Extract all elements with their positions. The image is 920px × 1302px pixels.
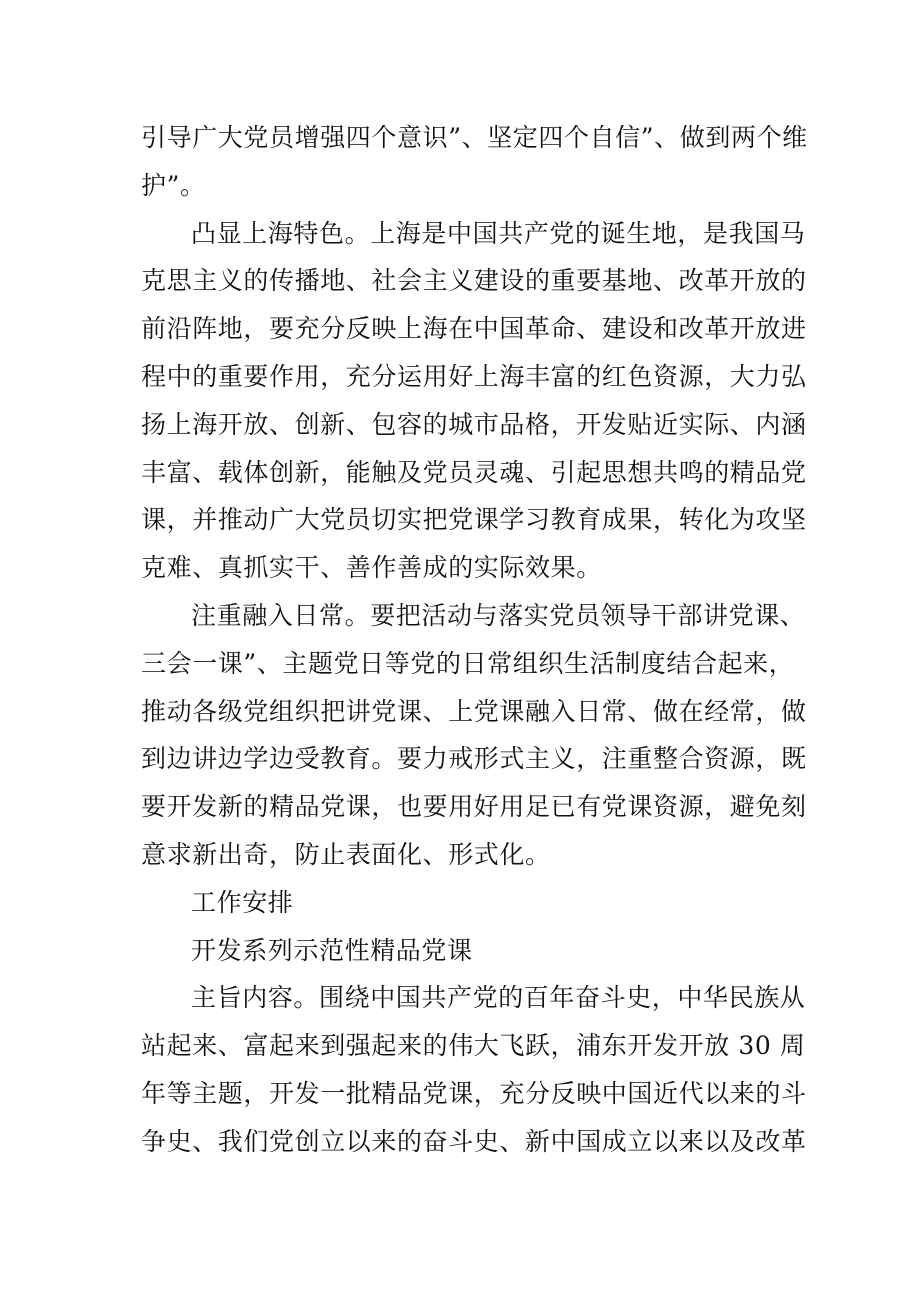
text-line: 克难、真抓实干、善作善成的实际效果。 (141, 553, 602, 583)
text-line: 推动各级党组织把讲党课、上党课融入日常、做在经常，做 (141, 696, 807, 726)
text-line: 意求新出奇，防止表面化、形式化。 (141, 839, 551, 869)
text-line: 丰富、载体创新，能触及党员灵魂、引起思想共鸣的精品党 (141, 457, 807, 487)
text-line: 扬上海开放、创新、包容的城市品格，开发贴近实际、内涵 (141, 409, 807, 439)
text-line: 程中的重要作用，充分运用好上海丰富的红色资源，大力弘 (141, 361, 807, 391)
subsection-heading: 开发系列示范性精品党课 (191, 935, 473, 965)
text-line: 凸显上海特色。上海是中国共产党的诞生地，是我国马 (191, 218, 806, 248)
text-line: 护”。 (141, 170, 206, 200)
text-line: 引导广大党员增强四个意识”、坚定四个自信”、做到两个维 (141, 123, 808, 152)
text-line: 站起来、富起来到强起来的伟大飞跃，浦东开发开放 30 周 (141, 1031, 806, 1061)
text-line: 前沿阵地，要充分反映上海在中国革命、建设和改革开放进 (141, 314, 807, 344)
text-line: 课，并推动广大党员切实把党课学习教育成果，转化为攻坚 (141, 505, 807, 535)
text-line: 注重融入日常。要把活动与落实党员领导干部讲党课、 (191, 600, 806, 630)
text-line: 争史、我们党创立以来的奋斗史、新中国成立以来以及改革 (141, 1126, 807, 1156)
section-heading: 工作安排 (191, 887, 294, 917)
document-body (141, 114, 808, 1166)
text-line: 三会一课”、主题党日等党的日常组织生活制度结合起来， (141, 648, 795, 678)
text-line: 到边讲边学边受教育。要力戒形式主义，注重整合资源，既 (141, 744, 807, 774)
text-line: 年等主题，开发一批精品党课，充分反映中国近代以来的斗 (141, 1078, 807, 1108)
text-line: 克思主义的传播地、社会主义建设的重要基地、改革开放的 (141, 266, 807, 296)
text-line: 主旨内容。围绕中国共产党的百年奋斗史，中华民族从 (191, 983, 806, 1013)
text-line: 要开发新的精品党课，也要用好用足已有党课资源，避免刻 (141, 792, 807, 822)
